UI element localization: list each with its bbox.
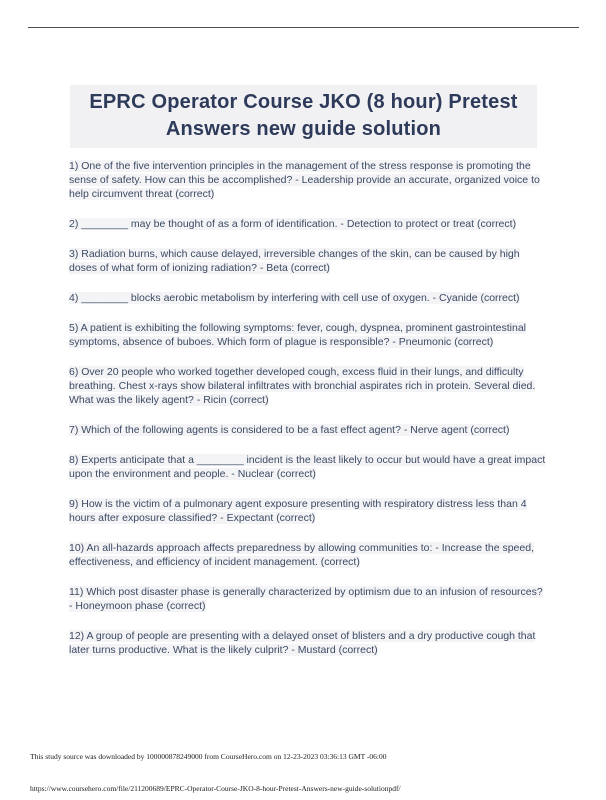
question-text: 11) Which post disaster phase is generally characterized by optimism due to an infusion of resources? - Honeymoon phase (correct) <box>69 586 543 612</box>
question-text: 2) ________ may be thought of as a form of identification. - Detection to protect or treat (correct) <box>69 218 517 230</box>
question-text: 12) A group of people are presenting with a delayed onset of blisters and a dry productive cough that later turns productive. What is the likely culprit? - Mustard (correct) <box>69 630 536 656</box>
download-attribution-note: This study source was downloaded by 100000878249000 from CourseHero.com on 12-23-2023 03:36:13 GMT -06:00 <box>30 752 387 761</box>
question-list <box>69 159 549 673</box>
question-item-12 <box>69 629 549 657</box>
question-text: 7) Which of the following agents is considered to be a fast effect agent? - Nerve agent (correct) <box>69 424 510 436</box>
question-item-11 <box>69 585 549 613</box>
question-text: 10) An all-hazards approach affects preparedness by allowing communities to: - Increase the speed, effectiveness, and efficiency of incident management. (correct) <box>69 542 534 568</box>
question-item-2 <box>69 217 549 231</box>
question-text: 3) Radiation burns, which cause delayed, irreversible changes of the skin, can be caused by high doses of what form of ionizing radiation? - Beta (correct) <box>69 248 520 274</box>
question-text: 6) Over 20 people who worked together developed cough, excess fluid in their lungs, and difficulty breathing. Chest x-rays show bilateral infiltrates with bronchial aspirates rich in protein. Several died. What was the likely agent? - Ricin (correct) <box>69 366 536 406</box>
question-text: 5) A patient is exhibiting the following symptoms: fever, cough, dyspnea, prominent gastrointestinal symptoms, absence of buboes. Which form of plague is responsible? - Pneumonic (correct) <box>69 322 527 348</box>
question-item-4 <box>69 291 549 305</box>
question-item-8 <box>69 453 549 481</box>
question-item-1 <box>69 159 549 201</box>
question-item-7 <box>69 423 549 437</box>
header-rule <box>28 27 579 28</box>
source-url-link[interactable]: https://www.coursehero.com/file/211200689/EPRC-Operator-Course-JKO-8-hour-Pretest-Answers-new-guide-solutionpdf/ <box>30 784 401 793</box>
question-text: 4) ________ blocks aerobic metabolism by interfering with cell use of oxygen. - Cyanide (correct) <box>69 292 520 304</box>
question-item-5 <box>69 321 549 349</box>
document-title: EPRC Operator Course JKO (8 hour) Pretest Answers new guide solution <box>70 85 537 148</box>
question-item-6 <box>69 365 549 407</box>
question-text: 9) How is the victim of a pulmonary agent exposure presenting with respiratory distress less than 4 hours after exposure classified? - Expectant (correct) <box>69 498 527 524</box>
question-item-9 <box>69 497 549 525</box>
question-item-10 <box>69 541 549 569</box>
question-text: 8) Experts anticipate that a ________ incident is the least likely to occur but would have a great impact upon the environment and people. - Nuclear (correct) <box>69 454 546 480</box>
question-text: 1) One of the five intervention principles in the management of the stress response is promoting the sense of safety. How can this be accomplished? - Leadership provide an accurate, organized voice to help circumvent threat (correct) <box>69 160 540 200</box>
question-item-3 <box>69 247 549 275</box>
